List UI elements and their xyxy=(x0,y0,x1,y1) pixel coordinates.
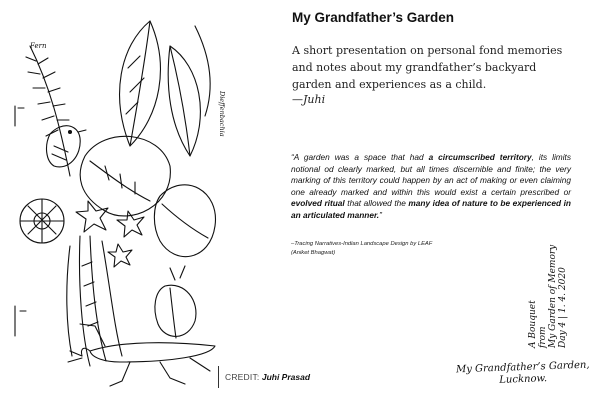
quote-citation xyxy=(291,240,511,257)
handwritten-note-location xyxy=(448,359,599,388)
page-title: My Grandfather’s Garden xyxy=(292,10,455,25)
quote-text: “A garden was a space that had xyxy=(291,152,429,162)
author-signature: —Juhi xyxy=(292,93,326,106)
citation-line: (Aniket Bhagwat) xyxy=(291,249,336,256)
citation-line: –Tracing Narratives-Indian Landscape Design by LEAF xyxy=(291,241,433,247)
handwritten-note-vertical xyxy=(528,208,568,348)
image-credit xyxy=(218,366,310,388)
quote-emphasis: evolved ritual xyxy=(291,198,345,209)
handwritten-line: Lucknow. xyxy=(499,373,548,386)
quote-emphasis: many idea of nature to be experienced in an articulated manner. xyxy=(291,198,571,220)
handwritten-line: A Bouquet xyxy=(528,300,538,348)
quote-text: that allowed the xyxy=(344,198,409,209)
sketch-label-fern: Fern xyxy=(30,42,47,50)
garden-sketch-illustration xyxy=(10,6,225,391)
handwritten-line: My Garden of Memory xyxy=(548,244,558,348)
quote-emphasis: a circumscribed territory xyxy=(428,152,532,162)
handwritten-line: My Grandfather’s Garden, xyxy=(455,359,590,376)
page-subtitle: A short presentation on personal fond memories and notes about my grandfather’s backyard garden and experiences as a child. xyxy=(292,44,563,91)
credit-name: Juhi Prasad xyxy=(261,372,311,382)
credit-label: CREDIT: xyxy=(225,372,260,382)
quote-text: , its limits notional od clearly marked, but all times discernible and finite; the very marking of this territory could happen by an act of making or even claiming one already marked and within this would exist a certain prescribed or xyxy=(291,152,571,197)
handwritten-line: from xyxy=(538,326,548,348)
sketch-label-dieffenbachia: Dieffenbachia xyxy=(218,91,226,137)
quote-text: ” xyxy=(379,209,382,220)
handwritten-line: Day 4 | 1. 4. 2020 xyxy=(558,267,568,348)
